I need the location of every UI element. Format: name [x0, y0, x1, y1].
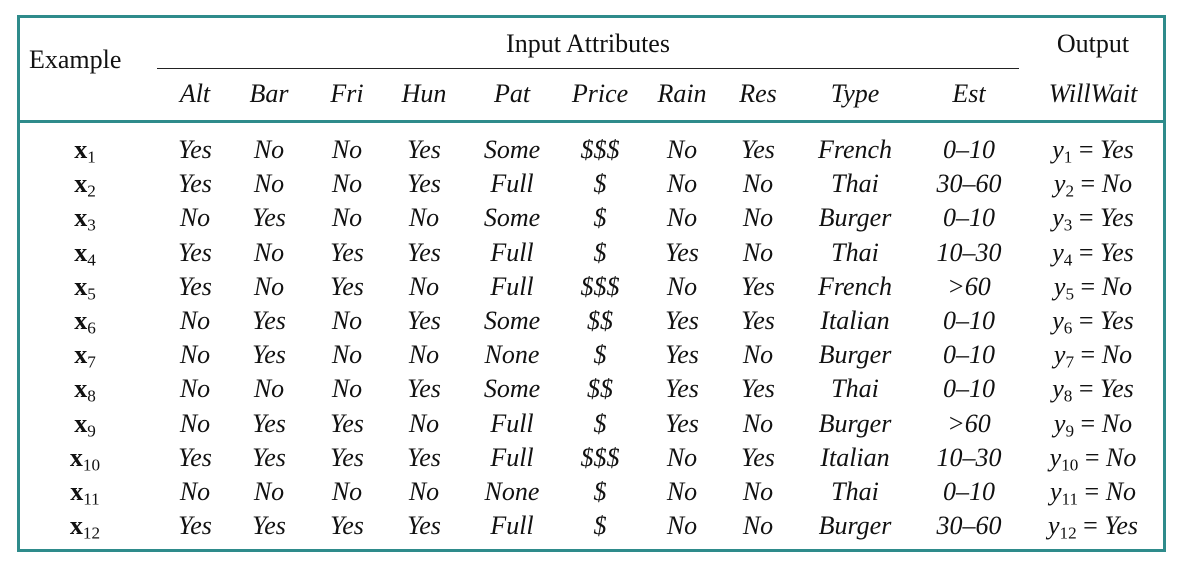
table-cell: French [817, 135, 893, 164]
table-cell: 10–30 [936, 442, 1002, 472]
table-cell: $ [593, 511, 607, 541]
table-cell: No [253, 477, 285, 506]
output-cell: $y_8$ = Yes [1052, 374, 1134, 406]
column-header-alt: Alt [179, 79, 211, 108]
table-cell: No [666, 169, 698, 199]
table-cell: No [331, 340, 363, 370]
table-cell: No [253, 237, 285, 267]
table-cell: Burger [818, 340, 892, 370]
table-cell: Italian [820, 306, 890, 335]
table-cell: Full [490, 237, 534, 267]
output-cell: $y_{10} = No$ [1049, 442, 1137, 475]
column-header-res: Res [739, 79, 777, 108]
table-cell: $$$ [580, 135, 620, 164]
table-cell: No [742, 340, 774, 370]
table-cell: Burger [818, 203, 892, 233]
table-cell: 0–10 [943, 477, 995, 506]
table-cell: No [666, 135, 698, 164]
table-cell: No [666, 511, 698, 541]
example-label: $x_{12}$ [69, 511, 101, 543]
table-cell: 10–30 [936, 237, 1002, 267]
example-label: $x_8$ [74, 374, 96, 406]
table-cell: Yes [665, 374, 699, 404]
table-cell: Yes [178, 169, 212, 199]
table-cell: Yes [252, 340, 286, 370]
table-cell: Yes [178, 442, 212, 472]
table-cell: No [253, 374, 285, 404]
output-cell: $y_{11} = No$ [1049, 477, 1137, 509]
table-cell: None [484, 340, 540, 370]
example-label: $x_3$ [74, 203, 96, 235]
example-label: $x_{11}$ [70, 477, 100, 509]
table-cell: No [253, 135, 285, 164]
table-cell: No [666, 271, 698, 301]
table-cell: Yes [330, 408, 364, 438]
table-cell: Yes [741, 306, 775, 335]
table-cell: No [408, 408, 440, 438]
table-cell: Italian [820, 442, 890, 472]
table-cell: Full [490, 511, 534, 541]
table-cell: Yes [741, 135, 775, 164]
table-cell: 0–10 [943, 340, 995, 370]
table-cell: Yes [330, 237, 364, 267]
column-header-willwait: WillWait [1048, 79, 1138, 108]
table-cell: $ [593, 408, 607, 438]
table-cell: Full [490, 271, 534, 301]
table-cell: No [331, 306, 363, 335]
table-cell: Yes [252, 203, 286, 233]
table-cell: No [666, 442, 698, 472]
table-cell: 30–60 [936, 511, 1002, 541]
table-cell: $ [593, 203, 607, 233]
example-label: $x_7$ [74, 340, 96, 372]
column-header-fri: Fri [330, 79, 364, 108]
table-cell: Yes [407, 511, 441, 541]
example-label: $x_2$ [74, 169, 96, 201]
table-cell: Yes [407, 169, 441, 199]
column-header-rain: Rain [657, 79, 707, 108]
output-cell: $y_7 = No$ [1053, 340, 1133, 372]
column-header-hun: Hun [401, 79, 447, 108]
table-cell: No [331, 374, 363, 404]
table-cell: No [408, 477, 440, 506]
table-cell: Thai [831, 374, 879, 404]
table-cell: Burger [818, 408, 892, 438]
table-cell: Yes [407, 442, 441, 472]
output-cell: $y_5 = No$ [1053, 271, 1133, 304]
output-cell: $y_9 = No$ [1053, 408, 1133, 440]
table-cell: No [408, 340, 440, 370]
example-label: $x_5$ [74, 271, 96, 304]
table-cell: $$ [587, 374, 613, 404]
table-cell: Some [483, 135, 541, 164]
table-cell: No [179, 306, 211, 335]
table-cell: $$$ [580, 271, 620, 301]
table-cell: $ [593, 477, 607, 506]
table-cell: No [331, 169, 363, 199]
output-cell: $y_3$ = Yes [1052, 203, 1134, 235]
table-cell: >60 [947, 408, 991, 438]
table-cell: Yes [252, 408, 286, 438]
column-header-price: Price [571, 79, 629, 108]
table-cell: $ [593, 340, 607, 370]
table-cell: 0–10 [943, 203, 995, 233]
column-header-bar: Bar [249, 79, 289, 108]
table-cell: Yes [252, 442, 286, 472]
table-cell: No [742, 477, 774, 506]
table-cell: Yes [665, 408, 699, 438]
output-cell: $y_6$ = Yes [1052, 306, 1134, 338]
table-cell: No [408, 271, 440, 301]
table-cell: >60 [947, 271, 991, 301]
column-header-pat: Pat [493, 79, 531, 108]
example-label: $x_9$ [74, 408, 96, 440]
table-cell: Full [490, 408, 534, 438]
table-cell: Yes [330, 511, 364, 541]
table-cell: No [331, 135, 363, 164]
table-cell: Yes [330, 271, 364, 301]
table-cell: Yes [178, 511, 212, 541]
table-cell: 0–10 [943, 306, 995, 335]
table-cell: No [253, 271, 285, 301]
example-label: $x_1$ [74, 135, 96, 167]
table-cell: Full [490, 442, 534, 472]
output-cell: $y_1$ = Yes [1052, 135, 1134, 167]
example-label: $x_{10}$ [69, 442, 101, 475]
table-cell: None [484, 477, 540, 506]
table-cell: Burger [818, 511, 892, 541]
table-cell: 0–10 [943, 374, 995, 404]
column-header-type: Type [830, 79, 880, 108]
table-cell: Thai [831, 237, 879, 267]
input-attributes-header: Input Attributes [506, 29, 670, 58]
example-label: $x_6$ [74, 306, 96, 338]
table-cell: $$ [587, 306, 613, 335]
table-cell: No [408, 203, 440, 233]
table-cell: No [742, 408, 774, 438]
table-cell: Thai [831, 169, 879, 199]
table-cell: No [179, 374, 211, 404]
table-cell: Some [483, 203, 541, 233]
header-separator [20, 120, 1163, 123]
table-cell: No [742, 169, 774, 199]
table-cell: Yes [407, 135, 441, 164]
table-cell: Yes [741, 442, 775, 472]
table-cell: Yes [665, 340, 699, 370]
table-cell: No [179, 477, 211, 506]
example-header: Example [29, 45, 122, 74]
table-cell: No [179, 408, 211, 438]
table-cell: No [742, 511, 774, 541]
output-cell: $y_{12}$ = Yes [1047, 511, 1139, 543]
table-cell: No [666, 477, 698, 506]
table-cell: Yes [330, 442, 364, 472]
table-cell: Yes [178, 237, 212, 267]
table-cell: $ [593, 237, 607, 267]
table-cell: No [331, 477, 363, 506]
output-cell: $y_2 = No$ [1053, 169, 1133, 201]
table-cell: Yes [741, 374, 775, 404]
table-cell: $$$ [580, 442, 620, 472]
table-cell: $ [593, 169, 607, 199]
table-cell: Yes [665, 306, 699, 335]
output-header: Output [1056, 29, 1130, 58]
table-cell: No [253, 169, 285, 199]
table-cell: No [742, 237, 774, 267]
table-cell: Yes [178, 271, 212, 301]
column-header-est: Est [952, 79, 986, 108]
table-cell: 0–10 [943, 135, 995, 164]
table-cell: Some [483, 306, 541, 335]
example-label: $x_4$ [74, 237, 96, 269]
table-cell: 30–60 [936, 169, 1002, 199]
table-cell: Thai [831, 477, 879, 506]
table-cell: Some [483, 374, 541, 404]
input-attributes-rule [157, 68, 1019, 69]
table-cell: Yes [407, 374, 441, 404]
table-cell: Yes [407, 306, 441, 335]
table-cell: French [817, 271, 893, 301]
table-cell: Yes [665, 237, 699, 267]
table-cell: No [179, 203, 211, 233]
output-cell: $y_4$ = Yes [1052, 237, 1134, 269]
table-cell: No [331, 203, 363, 233]
table-cell: Yes [252, 306, 286, 335]
table-cell: No [666, 203, 698, 233]
table-cell: Yes [178, 135, 212, 164]
table-cell: Yes [741, 271, 775, 301]
table-cell: No [742, 203, 774, 233]
table-cell: No [179, 340, 211, 370]
table-cell: Full [490, 169, 534, 199]
table-cell: Yes [407, 237, 441, 267]
table-cell: Yes [252, 511, 286, 541]
